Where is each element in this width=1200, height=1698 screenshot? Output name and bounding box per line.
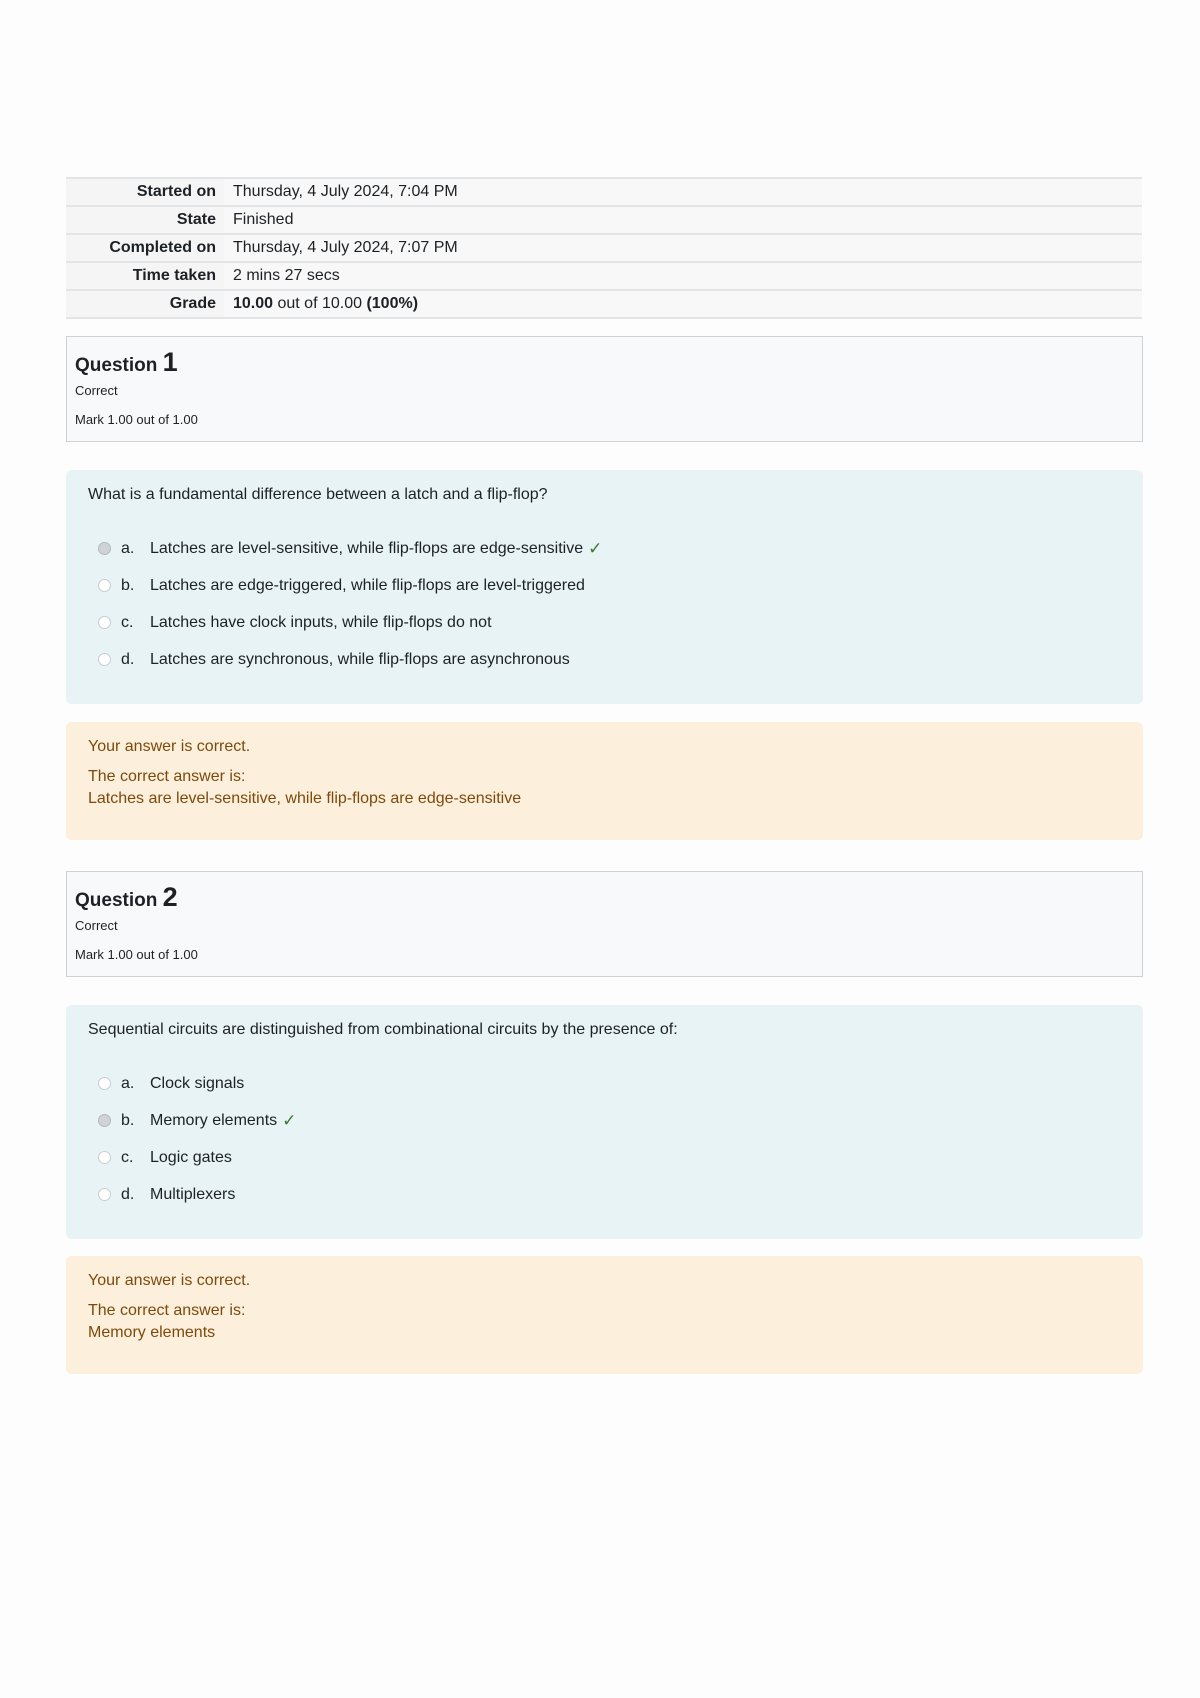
summary-row-grade — [66, 291, 1142, 319]
option-letter: b. — [121, 576, 135, 594]
option-letter: d. — [121, 650, 135, 668]
summary-value: Thursday, 4 July 2024, 7:07 PM — [224, 235, 1142, 261]
summary-value: Finished — [224, 207, 1142, 233]
summary-label: Completed on — [109, 239, 216, 256]
feedback-label: The correct answer is: — [88, 1302, 246, 1319]
attempt-summary-table — [66, 177, 1142, 319]
radio-button[interactable] — [98, 1151, 111, 1164]
answer-option[interactable] — [88, 1176, 1121, 1213]
question-feedback — [66, 1256, 1143, 1374]
radio-button[interactable] — [98, 653, 111, 666]
question-number: 1 — [162, 347, 178, 377]
answer-option[interactable] — [88, 1139, 1121, 1176]
summary-row-started — [66, 179, 1142, 207]
grade-score: 10.00 — [233, 295, 274, 312]
summary-label: Time taken — [132, 267, 216, 284]
question-title — [75, 882, 1134, 916]
radio-button[interactable] — [98, 616, 111, 629]
option-text: Latches are level-sensitive, while flip-flops are edge-sensitive — [150, 539, 584, 557]
summary-row-state — [66, 207, 1142, 235]
grade-out-of: out of 10.00 — [273, 295, 367, 312]
summary-row-completed — [66, 235, 1142, 263]
summary-value: 2 mins 27 secs — [224, 263, 1142, 289]
option-text: Clock signals — [150, 1074, 245, 1092]
feedback-answer: Memory elements — [88, 1324, 216, 1341]
radio-button[interactable] — [98, 1188, 111, 1201]
feedback-status: Your answer is correct. — [88, 1272, 251, 1289]
answer-option[interactable] — [88, 530, 1121, 567]
question-word: Question — [75, 890, 158, 911]
question-number: 2 — [162, 882, 178, 912]
feedback-label: The correct answer is: — [88, 768, 246, 785]
summary-value: Thursday, 4 July 2024, 7:04 PM — [224, 179, 1142, 205]
question-grade: Mark 1.00 out of 1.00 — [75, 947, 198, 962]
answer-option[interactable] — [88, 1065, 1121, 1102]
option-text: Memory elements — [150, 1111, 278, 1129]
option-letter: c. — [121, 1148, 134, 1166]
grade-percent: (100%) — [366, 295, 419, 312]
question-formulation — [66, 470, 1143, 704]
option-text: Latches are edge-triggered, while flip-flops are level-triggered — [150, 576, 585, 594]
summary-label: Started on — [136, 183, 216, 200]
option-letter: d. — [121, 1185, 135, 1203]
radio-button[interactable] — [98, 1114, 111, 1127]
question-state: Correct — [75, 383, 118, 398]
question-feedback — [66, 722, 1143, 840]
summary-row-time-taken — [66, 263, 1142, 291]
radio-button[interactable] — [98, 579, 111, 592]
correct-check-icon: ✓ — [588, 538, 603, 558]
feedback-answer: Latches are level-sensitive, while flip-flops are edge-sensitive — [88, 790, 522, 807]
answer-options — [88, 530, 1121, 678]
answer-option[interactable] — [88, 641, 1121, 678]
question-info — [66, 336, 1143, 442]
question-formulation — [66, 1005, 1143, 1239]
question-text: Sequential circuits are distinguished from combinational circuits by the presence of: — [88, 1021, 678, 1038]
summary-label: Grade — [169, 295, 216, 312]
radio-button[interactable] — [98, 542, 111, 555]
question-state: Correct — [75, 918, 118, 933]
option-letter: b. — [121, 1111, 135, 1129]
feedback-status: Your answer is correct. — [88, 738, 251, 755]
option-letter: a. — [121, 539, 135, 557]
correct-check-icon: ✓ — [282, 1110, 297, 1130]
answer-options — [88, 1065, 1121, 1213]
question-info — [66, 871, 1143, 977]
question-grade: Mark 1.00 out of 1.00 — [75, 412, 198, 427]
option-text: Latches are synchronous, while flip-flops are asynchronous — [150, 650, 570, 668]
option-text: Multiplexers — [150, 1185, 236, 1203]
option-letter: a. — [121, 1074, 135, 1092]
question-text: What is a fundamental difference between a latch and a flip-flop? — [88, 486, 548, 503]
summary-label: State — [176, 211, 216, 228]
answer-option[interactable] — [88, 1102, 1121, 1139]
summary-value — [224, 291, 1142, 317]
option-text: Latches have clock inputs, while flip-flops do not — [150, 613, 492, 631]
radio-button[interactable] — [98, 1077, 111, 1090]
question-word: Question — [75, 355, 158, 376]
option-letter: c. — [121, 613, 134, 631]
answer-option[interactable] — [88, 567, 1121, 604]
question-title — [75, 347, 1134, 381]
answer-option[interactable] — [88, 604, 1121, 641]
option-text: Logic gates — [150, 1148, 232, 1166]
